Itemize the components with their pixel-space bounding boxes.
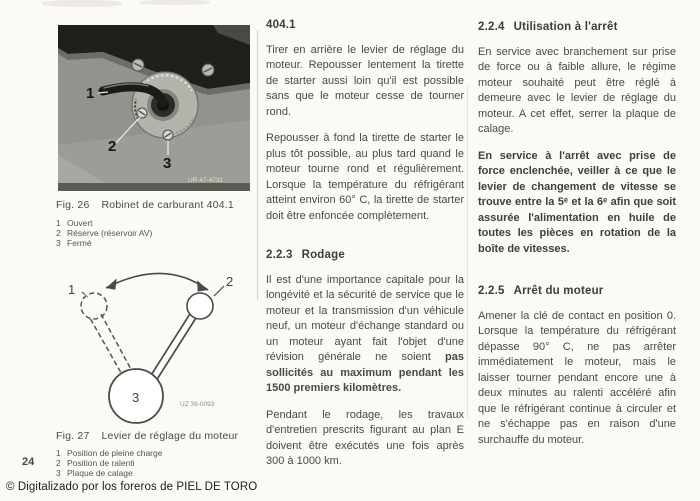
legend-num: 3 [56,238,61,248]
legend-num: 2 [56,458,61,468]
legend-item [56,458,162,468]
fig26-legend [56,218,152,248]
legend-item [56,228,152,238]
fig27-diagram [38,256,252,428]
paragraph: Tirer en arrière le levier de réglage du moteur. Repousser lentement la tirette de starter aussi loin qu'il est possible sans que le moteur cesse de tourner rond. [266,43,464,118]
fig26-caption-text: Robinet de carburant 404.1 [101,199,234,211]
legend-num: 1 [56,448,61,458]
legend-item [56,218,152,228]
photo-label-3: 3 [163,155,172,172]
photo-label-1: 1 [86,85,95,102]
scan-gutter-line [257,30,258,300]
paragraph-bold-text: pas sollicités au maximum pendant les 1500 premiers kilomètres. [266,351,464,394]
legend-num: 1 [56,218,61,228]
fuel-tap-photo-illustration [58,25,250,191]
legend-text: Fermé [67,238,92,248]
fig27-legend [56,448,162,478]
diagram-label-3: 3 [132,390,140,405]
paragraph-text: Il est d'une importance capitale pour la longévité et la sécurité de service que le moteur et la transmission d'un véhicule neuf, un moteur d'échange standard ou un moteur ayant fait l'objet d'une révision générale ne soient [266,273,464,363]
drawing-ref: UZ 39-0093 [180,401,215,408]
section-title: Rodage [301,249,345,261]
right-column [478,20,676,459]
section-title: Arrêt du moteur [513,285,604,297]
legend-text: Réserve (réservoir AV) [67,228,153,238]
section-heading-2-2-3 [266,248,464,264]
page-number: 24 [22,456,35,468]
photo-ref: UR 47-4731 [188,177,224,184]
digitization-watermark: © Digitalizado por los foreros de PIEL DE TORO [6,481,258,493]
section-heading-404-1: 404.1 [266,19,296,31]
paragraph: En service avec branchement sur prise de force ou à faible allure, le régime moteur souhaité peut être réglé à demeure avec le levier de réglage du moteur. A cet effet, serrer la plaque de calage. [478,45,676,135]
legend-text: Position de ralenti [67,458,135,468]
lever-diagram-illustration [38,256,252,428]
section-number: 2.2.3 [266,249,293,261]
legend-num: 3 [56,468,61,478]
scan-gutter-line [467,85,468,420]
scan-smudge [42,0,122,7]
diagram-label-1: 1 [68,282,76,297]
fig27-caption-number: Fig. 27 [56,430,90,442]
legend-text: Position de pleine charge [67,448,163,458]
fig26-photo [58,25,250,191]
paragraph: Amener la clé de contact en position 0. Lorsque la température du réfrigérant dépasse 90° C, ne pas arrêter immédiatement le moteur, mais le laisser tourner pendant encore une à deux minutes au ralenti accéléré afin que le réfrigérant continue à circuler et ne s'échappe pas en raison d'une surchauffe du moteur. [478,309,676,446]
scan-smudge [140,0,210,5]
middle-column [266,18,464,481]
paragraph [266,273,464,397]
paragraph: Repousser à fond la tirette de starter le plus tôt possible, au plus tard quand le moteur tourne rond et régulièrement. Lorsque la température du réfrigérant atteint environ 60° C, la tirette de starter doit être enfoncée complètement. [266,132,464,222]
fig26-caption [56,199,234,211]
section-heading-2-2-4 [478,20,676,36]
paragraph-bold: En service à l'arrêt avec prise de force enclenchée, veiller à ce que le levier de changement de vitesse se trouve entre la 5ᵉ et la 6ᵉ afin que soit assurée l'alimentation en huile de toutes les pièces en rotation de la boîte de vitesses. [478,149,676,255]
diagram-label-2: 2 [226,274,234,289]
fig27-caption [56,430,238,442]
paragraph: Pendant le rodage, les travaux d'entretien prescrits figurant au plan E doivent être exécutés une fois après 300 à 1000 km. [266,408,464,467]
section-number: 2.2.4 [478,21,505,33]
legend-text: Plaque de calage [67,468,133,478]
legend-item [56,238,152,248]
fig27-caption-text: Levier de réglage du moteur [101,430,239,442]
section-title: Utilisation à l'arrêt [513,21,618,33]
fig26-caption-number: Fig. 26 [56,199,90,211]
legend-item [56,468,162,478]
legend-item [56,448,162,458]
section-number: 2.2.5 [478,285,505,297]
photo-label-2: 2 [108,138,117,155]
legend-num: 2 [56,228,61,238]
legend-text: Ouvert [67,218,93,228]
section-heading-2-2-5 [478,284,676,300]
